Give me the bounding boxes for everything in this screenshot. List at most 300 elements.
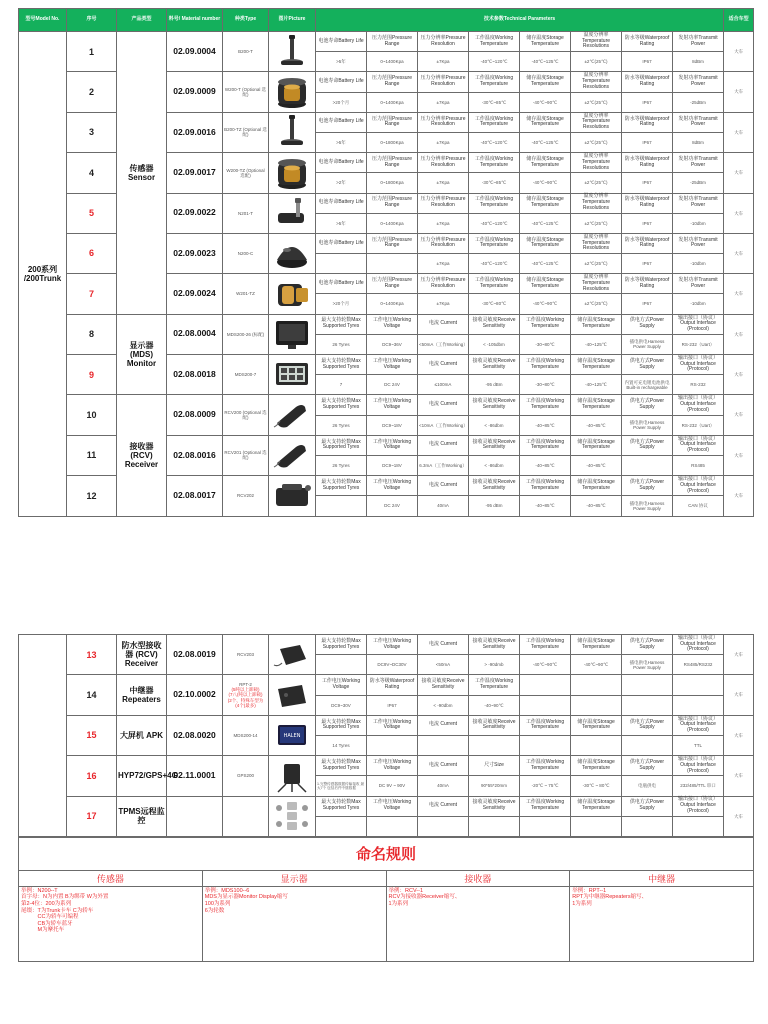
spec-value: -40~85℃ (571, 415, 622, 435)
spec-label: 发射功率Transmit Power (673, 72, 724, 92)
spec-label: 最大支持轮数Max Supported Tyres (316, 715, 367, 735)
spec-value (316, 655, 367, 675)
row-number: 11 (67, 435, 117, 475)
naming-rule-body (570, 886, 754, 961)
spec-label: 输出接口（协议）Output Interface (Protocol) (673, 756, 724, 776)
row-number: 15 (67, 715, 117, 755)
spec-label: 工作温度Working Temperature (469, 193, 520, 213)
spec-label: 电池寿命Battery Life (316, 72, 367, 92)
table-row (19, 314, 754, 334)
spec-value: DC9~18V (367, 415, 418, 435)
naming-rule-line: 100为系列 (204, 901, 231, 908)
spec-value: RS-232（Uart） (673, 415, 724, 435)
spec-value: 14 Tyres (316, 735, 367, 755)
spec-value: -40℃~120℃ (469, 213, 520, 233)
naming-rule-line: RPT为中继器Repeaters缩写、 (572, 894, 648, 901)
spec-label: 储存温度Storage Temperature (571, 435, 622, 455)
spec-label: 最大支持轮数Max Supported Tyres (316, 355, 367, 375)
naming-rules-table (18, 837, 754, 962)
material-number: 02.09.0022 (167, 193, 223, 233)
naming-rule-line: 首字母：N为内置 B为绑带 W为外置 (21, 894, 109, 901)
spec-label: 工作温度Working Temperature (469, 675, 520, 695)
row-number: 16 (67, 756, 117, 796)
spec-label: 工作温度Working Temperature (469, 153, 520, 173)
spec-label: 压力范围Pressure Range (367, 112, 418, 132)
model-name: RCV203 (223, 635, 269, 675)
spec-label: 压力分辨率Pressure Resolution (418, 72, 469, 92)
table-header-row (19, 9, 754, 32)
product-photo (269, 314, 316, 354)
spec-label: 发射功率Transmit Power (673, 32, 724, 52)
spec-value: ±7Kpa (418, 52, 469, 72)
spec-value: -40~85℃ (520, 455, 571, 475)
header-remark: 适合车型 (724, 9, 754, 32)
naming-rule-line: M为摩托车 (21, 927, 65, 934)
spec-label: 工作温度Working Temperature (520, 715, 571, 735)
spec-value: 0~1800Kpa (367, 173, 418, 193)
spec-label: 工作电压Working Voltage (367, 635, 418, 655)
spec-value: 26 Tyres (316, 415, 367, 435)
spec-value: 插电供电Harness Power Supply (622, 334, 673, 354)
spec-sheet-page-1 (18, 8, 754, 517)
spec-value: CAN 协议 (673, 496, 724, 516)
model-name: MDS200-26 (标配) (223, 314, 269, 354)
spec-value (367, 735, 418, 755)
spec-value: -25dBm (673, 173, 724, 193)
spec-label: 电流 Current (418, 796, 469, 816)
category-receiver: 接收器 (RCV) Receiver (117, 395, 167, 516)
spec-label: 温度分辨率Temperature Resolutions (571, 233, 622, 253)
spec-label: 供电方式Power Supply (622, 715, 673, 735)
model-line: RPT-2 (239, 682, 252, 688)
spec-label: 供电方式Power Supply (622, 314, 673, 334)
spec-value: <10mA（工作Working） (418, 415, 469, 435)
model-name: N200-C (223, 233, 269, 273)
spec-value: ≤100mA (418, 375, 469, 395)
vehicle-type: 大车 (724, 112, 754, 152)
naming-rule-line: 6为轮数 (204, 907, 225, 914)
spec-label: 压力范围Pressure Range (367, 274, 418, 294)
spec-value: 6.3mA（工作Working） (418, 455, 469, 475)
material-number: 02.08.0018 (167, 355, 223, 395)
product-photo (269, 395, 316, 435)
spec-value: -30℃~85℃ (469, 173, 520, 193)
spec-value: -40℃~125℃ (520, 52, 571, 72)
spec-label: 储存温度Storage Temperature (520, 72, 571, 92)
vehicle-type: 大车 (724, 476, 754, 516)
table-row (19, 715, 754, 735)
header-model-no: 型号Model No. (19, 9, 67, 32)
naming-rule-line: MDS为显示器Monitor Display缩写 (204, 894, 288, 901)
spec-value: <50mA（工作Working） (418, 334, 469, 354)
spec-label: 供电方式Power Supply (622, 756, 673, 776)
vehicle-type: 大车 (724, 72, 754, 112)
vehicle-type: 大车 (724, 395, 754, 435)
spec-value: -10dbm (673, 254, 724, 274)
spec-value: -40~85℃ (571, 455, 622, 475)
spec-value: 0~1400Kpa (367, 92, 418, 112)
spec-label: 防水等级Waterproof Rating (622, 193, 673, 213)
spec-value: < -86dbm (469, 455, 520, 475)
spec-value: >5年 (316, 132, 367, 152)
table-row (19, 756, 754, 776)
spec-value-empty (367, 816, 418, 836)
spec-value: 7 (316, 375, 367, 395)
vehicle-type: 大车 (724, 796, 754, 836)
spec-label: 工作温度Working Temperature (520, 796, 571, 816)
vehicle-type: 大车 (724, 355, 754, 395)
spec-label: 工作温度Working Temperature (469, 274, 520, 294)
spec-label: 接收灵敏度Receive Sensitivity (469, 476, 520, 496)
series-cell-continued (19, 635, 67, 837)
spec-value (622, 455, 673, 475)
naming-rule-line: 举例：N200--T (21, 887, 58, 894)
spec-value: >5年 (316, 213, 367, 233)
spec-value-empty (520, 816, 571, 836)
spec-label-empty (571, 675, 622, 695)
spec-label: 电流 Current (418, 715, 469, 735)
spec-label: 电池寿命Battery Life (316, 274, 367, 294)
spec-value: -40℃~125℃ (520, 254, 571, 274)
spec-value: ±7Kpa (418, 173, 469, 193)
spec-value (520, 735, 571, 755)
spec-label: 最大支持轮数Max Supported Tyres (316, 314, 367, 334)
spec-label: 压力范围Pressure Range (367, 32, 418, 52)
spec-label: 供电方式Power Supply (622, 435, 673, 455)
spec-label: 电池寿命Battery Life (316, 193, 367, 213)
naming-rule-line: 1为系列 (572, 901, 592, 908)
spec-label: 发射功率Transmit Power (673, 153, 724, 173)
spec-label: 工作温度Working Temperature (469, 233, 520, 253)
model-name: RCV202 (223, 476, 269, 516)
spec-value: <50mA (418, 655, 469, 675)
spec-value: 26 Tyres (316, 334, 367, 354)
spec-value-empty (673, 816, 724, 836)
naming-rule-body (386, 886, 570, 961)
spec-label: 压力分辨率Pressure Resolution (418, 32, 469, 52)
material-number: 02.08.0004 (167, 314, 223, 354)
spec-label: 供电方式Power Supply (622, 476, 673, 496)
spec-value: DC 24V (367, 375, 418, 395)
spec-value: ±7Kpa (418, 213, 469, 233)
spec-value: ±2℃(25℃) (571, 173, 622, 193)
row-number: 12 (67, 476, 117, 516)
row-number: 2 (67, 72, 117, 112)
spec-label: 输出接口（协议）Output Interface (Protocol) (673, 395, 724, 415)
header-tech-params: 技术参数Technical Parameters (316, 9, 724, 32)
spec-label: 储存温度Storage Temperature (520, 32, 571, 52)
spec-label: 工作温度Working Temperature (520, 355, 571, 375)
spec-label: 输出接口（协议）Output Interface (Protocol) (673, 796, 724, 816)
vehicle-type: 大车 (724, 756, 754, 796)
row-number: 6 (67, 233, 117, 273)
spec-value: DC9V~DC30V (367, 655, 418, 675)
spec-label: 最大支持轮数Max Supported Tyres (316, 796, 367, 816)
model-name: RCV201 (Optional 选配) (223, 435, 269, 475)
spec-value: < -90dbm (418, 695, 469, 715)
spec-value-empty (622, 695, 673, 715)
naming-rule-line: CB为轿车蓝牙 (21, 920, 73, 927)
vehicle-type: 大车 (724, 233, 754, 273)
spec-label: 工作电压Working Voltage (316, 675, 367, 695)
spec-value: 232/485/TTL 串口 (673, 776, 724, 796)
material-number: 02.08.0019 (167, 635, 223, 675)
spec-label: 最大支持轮数Max Supported Tyres (316, 476, 367, 496)
spec-value (622, 735, 673, 755)
spec-value: DC9~18V (367, 455, 418, 475)
spec-label: 工作电压Working Voltage (367, 435, 418, 455)
spec-label: 电流 Current (418, 756, 469, 776)
spec-value: -40℃~125℃ (520, 132, 571, 152)
spec-label: 输出接口（协议）Output Interface (Protocol) (673, 314, 724, 334)
spec-value: 内置可充电锂电池供电Built-in rechargeable (622, 375, 673, 395)
spec-value-empty (418, 816, 469, 836)
naming-column-head: 接收器 (386, 870, 570, 886)
spec-value: -40~125℃ (571, 375, 622, 395)
spec-label: 储存温度Storage Temperature (520, 193, 571, 213)
spec-value: -30~80℃ (520, 375, 571, 395)
spec-label: 工作温度Working Temperature (520, 435, 571, 455)
spec-value: -40℃~90℃ (520, 294, 571, 314)
naming-rule-body (202, 886, 386, 961)
product-photo (269, 675, 316, 715)
spec-label: 储存温度Storage Temperature (571, 635, 622, 655)
spec-value: IP67 (622, 294, 673, 314)
spec-value: -30℃ ~ 80℃ (571, 776, 622, 796)
spec-label: 压力分辨率Pressure Resolution (418, 274, 469, 294)
spec-label: 电池寿命Battery Life (316, 112, 367, 132)
vehicle-type: 大车 (724, 153, 754, 193)
product-photo (269, 756, 316, 796)
spec-value: 0~1400Kpa (367, 52, 418, 72)
spec-value (316, 254, 367, 274)
spec-label: 储存温度Storage Temperature (520, 233, 571, 253)
spec-label: 工作温度Working Temperature (520, 476, 571, 496)
spec-label-empty (520, 675, 571, 695)
material-number: 02.08.0017 (167, 476, 223, 516)
spec-label: 工作温度Working Temperature (469, 112, 520, 132)
series-cell: 200系列 /200Trunk (19, 32, 67, 517)
spec-label: 压力分辨率Pressure Resolution (418, 193, 469, 213)
spec-value: IP67 (622, 52, 673, 72)
spec-value: -40~90℃ (469, 695, 520, 715)
spec-value: 1.完整传感器数据传输接收 最大7个 包括后件中继数据 (316, 776, 367, 796)
spec-label: 温度分辨率Temperature Resolutions (571, 153, 622, 173)
spec-label: 防水等级Waterproof Rating (622, 153, 673, 173)
svg-text:HALEN: HALEN (283, 733, 301, 740)
naming-column-head: 显示器 (202, 870, 386, 886)
product-photo (269, 796, 316, 836)
spec-value: IP67 (622, 132, 673, 152)
model-line: (5吨以上卸载) (231, 687, 260, 693)
spec-label: 储存温度Storage Temperature (520, 112, 571, 132)
spec-sheet-page-2 (18, 634, 754, 962)
spec-value: RS485 (673, 455, 724, 475)
spec-label: 工作温度Working Temperature (469, 72, 520, 92)
spec-value: IP67 (622, 92, 673, 112)
product-photo (269, 32, 316, 72)
model-name (223, 675, 269, 715)
spec-value-empty (571, 695, 622, 715)
category-apk: 大屏机 APK (117, 715, 167, 755)
model-name: RCV200 (Optional 选配) (223, 395, 269, 435)
product-photo (269, 476, 316, 516)
spec-value: -40~85℃ (571, 496, 622, 516)
model-name: W200-T (Optional 选配) (223, 72, 269, 112)
spec-label: 最大支持轮数Max Supported Tyres (316, 395, 367, 415)
spec-value: ±7Kpa (418, 254, 469, 274)
naming-rule-line: RCV为接收器Receiver缩写、 (388, 894, 461, 901)
spec-label: 储存温度Storage Temperature (571, 796, 622, 816)
category-waterproof_receiver: 防水型接收器 (RCV) Receiver (117, 635, 167, 675)
model-line: (2个、特殊车型为 (227, 697, 264, 703)
product-photo (269, 193, 316, 233)
spec-value (469, 735, 520, 755)
spec-label: 供电方式Power Supply (622, 796, 673, 816)
material-number: 02.08.0016 (167, 435, 223, 475)
spec-value (316, 496, 367, 516)
spec-value: IP67 (622, 213, 673, 233)
naming-rule-line: 尾缀：T为Trunk卡车 C为轿车 (21, 907, 94, 914)
row-number: 17 (67, 796, 117, 836)
row-number: 5 (67, 193, 117, 233)
spec-value: ±2℃(25℃) (571, 213, 622, 233)
spec-label: 最大支持轮数Max Supported Tyres (316, 756, 367, 776)
spec-value: 插电供电Harness Power Supply (622, 496, 673, 516)
spec-label: 储存温度Storage Temperature (571, 756, 622, 776)
spec-value-empty (520, 695, 571, 715)
spec-value: -30~80℃ (520, 334, 571, 354)
spec-value: ±2℃(25℃) (571, 294, 622, 314)
material-number: 02.10.0002 (167, 675, 223, 715)
spec-label: 储存温度Storage Temperature (571, 355, 622, 375)
spec-value: 8dBm (673, 52, 724, 72)
naming-column-head: 传感器 (19, 870, 203, 886)
category-sensor: 传感器 Sensor (117, 32, 167, 315)
product-photo (269, 153, 316, 193)
row-number: 14 (67, 675, 117, 715)
spec-value: -40~85℃ (520, 415, 571, 435)
spec-label: 温度分辨率Temperature Resolutions (571, 72, 622, 92)
model-name: B200-TZ (Optional 选配) (223, 112, 269, 152)
row-number: 7 (67, 274, 117, 314)
model-name: GPS200 (223, 756, 269, 796)
spec-label: 温度分辨率Temperature Resolutions (571, 274, 622, 294)
header-index: 序号 (67, 9, 117, 32)
category-monitor: 显示器 (MDS) Monitor (117, 314, 167, 395)
model-name: MDS200-7 (223, 355, 269, 395)
spec-label: 压力范围Pressure Range (367, 193, 418, 213)
spec-label: 电池寿命Battery Life (316, 233, 367, 253)
spec-value-empty (316, 816, 367, 836)
spec-label: 压力分辨率Pressure Resolution (418, 233, 469, 253)
row-number: 4 (67, 153, 117, 193)
spec-label: 输出接口（协议）Output Interface (Protocol) (673, 355, 724, 375)
spec-value: -95 dBm (469, 496, 520, 516)
spec-label: 储存温度Storage Temperature (520, 274, 571, 294)
spec-value: -10dbm (673, 294, 724, 314)
spec-value: TTL (673, 735, 724, 755)
spec-label: 输出接口（协议）Output Interface (Protocol) (673, 635, 724, 655)
table-row (19, 395, 754, 415)
naming-rule-line: 第2-4位：200为系列 (21, 901, 72, 908)
spec-label: 发射功率Transmit Power (673, 233, 724, 253)
material-number: 02.08.0009 (167, 395, 223, 435)
spec-label: 工作温度Working Temperature (469, 32, 520, 52)
naming-rules-title: 命名规则 (19, 837, 754, 870)
spec-value: DC 9V ~ 90V (367, 776, 418, 796)
spec-label: 工作温度Working Temperature (520, 395, 571, 415)
row-number: 3 (67, 112, 117, 152)
naming-column-head: 中继器 (570, 870, 754, 886)
row-number: 10 (67, 395, 117, 435)
spec-value: -20℃ ~ 75℃ (520, 776, 571, 796)
spec-label-empty (673, 675, 724, 695)
spec-value: 40mA (418, 776, 469, 796)
spec-label: 防水等级Waterproof Rating (622, 112, 673, 132)
spec-label: 工作电压Working Voltage (367, 355, 418, 375)
material-number: 02.11.0001 (167, 756, 223, 796)
spec-label: 工作电压Working Voltage (367, 796, 418, 816)
product-photo (269, 715, 316, 755)
spec-label: 供电方式Power Supply (622, 635, 673, 655)
spec-value: -40℃~120℃ (469, 254, 520, 274)
product-photo (269, 112, 316, 152)
spec-value: ±2℃(25℃) (571, 92, 622, 112)
spec-label: 温度分辨率Temperature Resolutions (571, 193, 622, 213)
spec-value: 0~1400Kpa (367, 213, 418, 233)
spec-label: 电流 Current (418, 435, 469, 455)
row-number: 8 (67, 314, 117, 354)
spec-value: IP67 (622, 173, 673, 193)
product-photo (269, 274, 316, 314)
category-repeater: 中继器 Repeaters (117, 675, 167, 715)
spec-value: RS-232（Uart） (673, 334, 724, 354)
naming-rule-body (19, 886, 203, 961)
naming-rule-line: 举例：MDS100--6 (204, 887, 250, 894)
spec-value-empty (673, 695, 724, 715)
model-name: W200-TZ (Optional 选配) (223, 153, 269, 193)
model-line: (7八(吨以上卸载) (228, 692, 263, 698)
row-number: 1 (67, 32, 117, 72)
spec-label: 防水等级Waterproof Rating (622, 274, 673, 294)
spec-value: DC 24V (367, 496, 418, 516)
material-number: 02.09.0004 (167, 32, 223, 72)
spec-label: 防水等级Waterproof Rating (622, 32, 673, 52)
spec-value: IP67 (367, 695, 418, 715)
spec-value: -10dbm (673, 213, 724, 233)
spec-value: DC9~36V (367, 334, 418, 354)
spec-value: RS-232 (673, 375, 724, 395)
spec-label: 电流 Current (418, 476, 469, 496)
spec-value: 8dBm (673, 132, 724, 152)
table-row (19, 635, 754, 655)
spec-label: 工作电压Working Voltage (367, 314, 418, 334)
spec-value: < -86dbm (469, 415, 520, 435)
product-photo (269, 635, 316, 675)
spec-table (18, 8, 754, 517)
spec-label: 压力分辨率Pressure Resolution (418, 153, 469, 173)
spec-label: 电池寿命Battery Life (316, 153, 367, 173)
model-name: B200-T (223, 32, 269, 72)
spec-value: >20个月 (316, 294, 367, 314)
spec-label: 接收灵敏度Receive Sensitivity (418, 675, 469, 695)
spec-label: 防水等级Waterproof Rating (622, 233, 673, 253)
spec-label: 压力范围Pressure Range (367, 233, 418, 253)
spec-label: 电池寿命Battery Life (316, 32, 367, 52)
spec-label: 输出接口（协议）Output Interface (Protocol) (673, 476, 724, 496)
spec-label: 供电方式Power Supply (622, 355, 673, 375)
